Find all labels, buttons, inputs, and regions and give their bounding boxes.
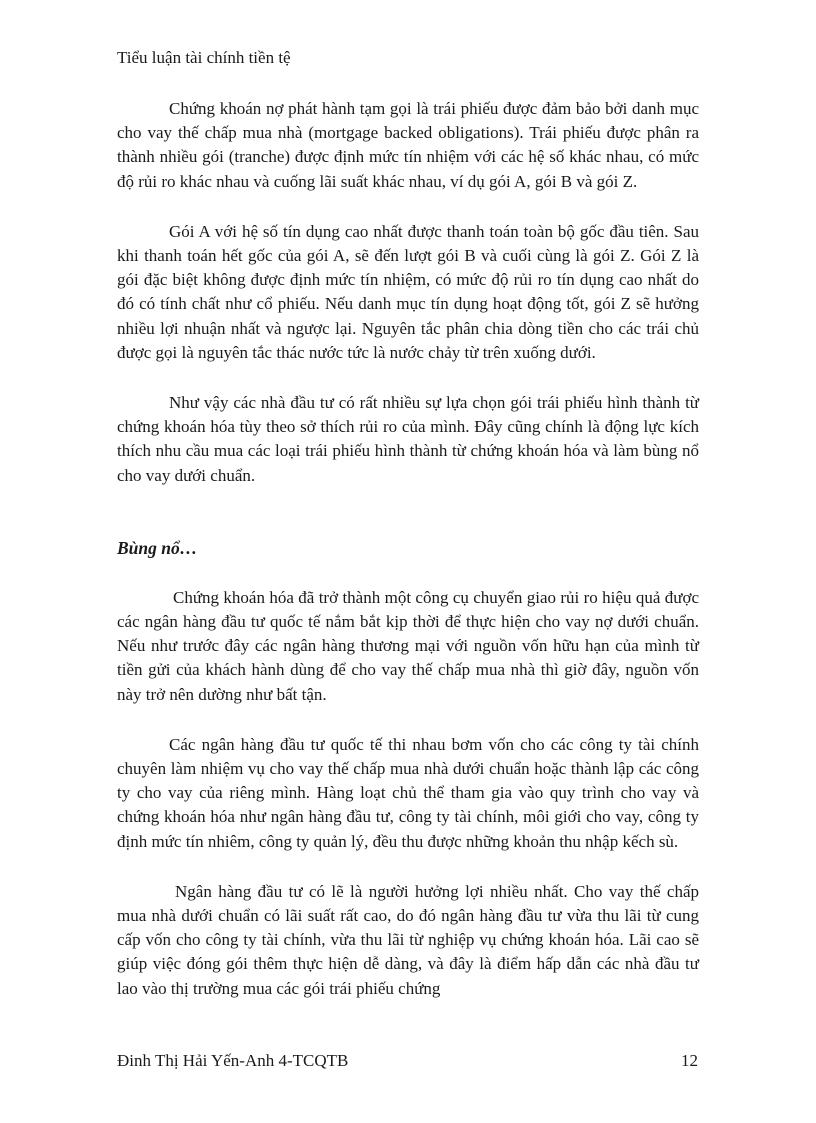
paragraph-6: Ngân hàng đầu tư có lẽ là người hưởng lợi nhiều nhất. Cho vay thế chấp mua nhà dưới chuẩn có lãi suất rất cao, do đó ngân hàng đầu tư vừa thu lãi từ cung cấp vốn cho công ty tài chính, vừa thu lãi từ nghiệp vụ chứng khoán hóa. Lãi cao sẽ giúp việc đóng gói thêm thực hiện dễ dàng, và đây là điểm hấp dẫn các nhà đầu tư lao vào thị trường mua các gói trái phiếu chứng — [117, 881, 699, 998]
footer-author: Đinh Thị Hải Yến-Anh 4-TCQTB — [117, 1051, 349, 1070]
section-title: Bùng nổ… — [117, 537, 198, 558]
paragraph-4: Chứng khoán hóa đã trở thành một công cụ chuyển giao rủi ro hiệu quả được các ngân hàng đầu tư quốc tế nắm bắt kịp thời để thực hiện cho vay nợ dưới chuẩn. Nếu như trước đây các ngân hàng thương mại với nguồn vốn hữu hạn của mình từ tiền gửi của khách hành dùng để cho vay thế chấp mua nhà thì giờ đây, nguồn vốn này trở nên dường như bất tận. — [117, 587, 699, 704]
paragraph-2: Gói A với hệ số tín dụng cao nhất được thanh toán toàn bộ gốc đầu tiên. Sau khi thanh toán hết gốc của gói A, sẽ đến lượt gói B và cuối cùng là gói Z. Gói Z là gói đặc biệt không được định mức tín nhiệm, có mức độ rủi ro tín dụng cao nhất do đó có tính chất như cổ phiếu. Nếu danh mục tín dụng hoạt động tốt, gói Z sẽ hưởng nhiều lợi nhuận nhất và ngược lại. Nguyên tắc phân chia dòng tiền cho các trái chủ được gọi là nguyên tắc thác nước tức là nước chảy từ trên xuống dưới. — [117, 221, 699, 362]
page-number: 12 — [681, 1051, 698, 1070]
paragraph-3: Như vậy các nhà đầu tư có rất nhiều sự lựa chọn gói trái phiếu hình thành từ chứng khoán hóa tùy theo sở thích rủi ro của mình. Đây cũng chính là động lực kích thích nhu cầu mua các loại trái phiếu hình thành từ chứng khoán hóa và làm bùng nổ cho vay dưới chuẩn. — [117, 393, 699, 485]
running-header: Tiểu luận tài chính tiền tệ — [117, 48, 291, 67]
document-body — [117, 97, 699, 1001]
paragraph-5: Các ngân hàng đầu tư quốc tế thi nhau bơm vốn cho các công ty tài chính chuyên làm nhiệm vụ cho vay thế chấp mua nhà dưới chuẩn hoặc thành lập các công ty cho vay của riêng mình. Hàng loạt chủ thể tham gia vào quy trình cho vay và chứng khoán hóa như ngân hàng đầu tư, công ty tài chính, môi giới cho vay, công ty định mức tín nhiêm, công ty quản lý, đều thu được những khoản thu nhập kếch sù. — [117, 734, 699, 851]
paragraph-1: Chứng khoán nợ phát hành tạm gọi là trái phiếu được đảm bảo bởi danh mục cho vay thế chấp mua nhà (mortgage backed obligations). Trái phiếu được phân ra thành nhiều gói (tranche) được định mức tín nhiệm với các hệ số khác nhau, có mức độ rủi ro khác nhau và cuống lãi suất khác nhau, ví dụ gói A, gói B và gói Z. — [117, 99, 699, 191]
